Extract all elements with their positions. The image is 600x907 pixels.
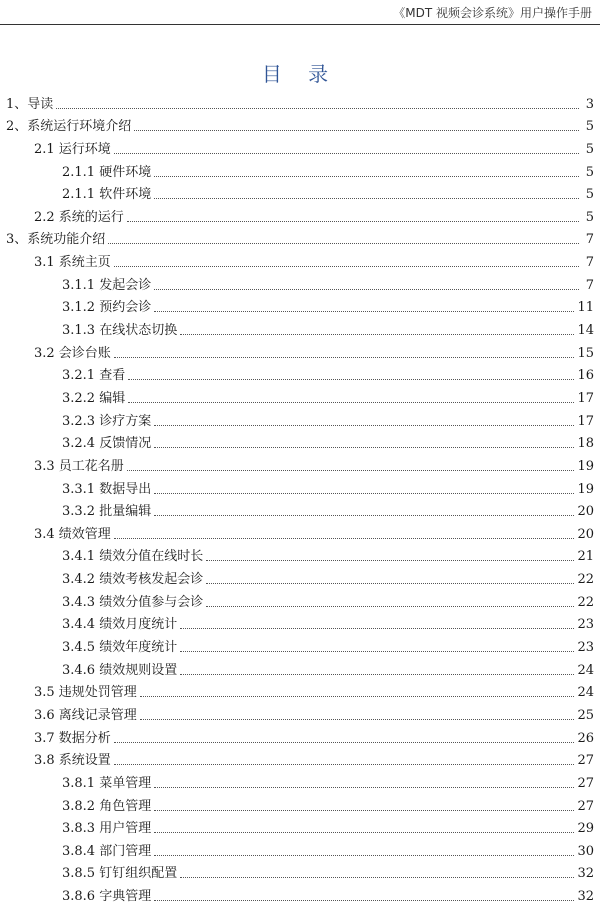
toc-entry[interactable]: [6, 115, 594, 138]
dot-leader: [154, 810, 574, 811]
toc-entry-label: 3.1 系统主页: [34, 255, 111, 271]
toc-entry[interactable]: [6, 545, 594, 568]
dot-leader: [128, 402, 574, 403]
toc-entry-label: 3.8.4 部门管理: [62, 843, 152, 859]
toc-title: 目 录: [261, 62, 339, 86]
dot-leader: [114, 764, 575, 765]
toc-entry-label: 2.2 系统的运行: [34, 209, 124, 225]
toc-entry-label: 3.2.3 诊疗方案: [62, 413, 152, 429]
toc-entry-page: 5: [585, 119, 594, 135]
dot-leader: [180, 334, 574, 335]
dot-leader: [206, 606, 574, 607]
toc-entry-page: 27: [577, 775, 594, 791]
toc-entry-page: 32: [577, 866, 594, 882]
toc-entry[interactable]: [6, 794, 594, 817]
toc-entry-page: 24: [577, 662, 594, 678]
toc-entry-page: 16: [577, 368, 594, 384]
toc-entry-page: 26: [577, 730, 594, 746]
dot-leader: [154, 289, 579, 290]
toc-entry-label: 3.4.3 绩效分值参与会诊: [62, 594, 204, 610]
toc-entry-label: 3.1.3 在线状态切换: [62, 323, 178, 339]
toc-entry[interactable]: [6, 160, 594, 183]
dot-leader: [180, 628, 574, 629]
toc-entry-label: 3.1.2 预约会诊: [62, 300, 152, 316]
toc-entry-label: 1、导读: [6, 96, 54, 112]
dot-leader: [127, 221, 579, 222]
toc-entry-page: 5: [585, 209, 594, 225]
toc-entry-label: 3.2.2 编辑: [62, 390, 126, 406]
toc-entry-page: 17: [577, 390, 594, 406]
dot-leader: [154, 311, 574, 312]
dot-leader: [154, 515, 574, 516]
toc-entry[interactable]: [6, 681, 594, 704]
toc-entry-page: 30: [577, 843, 594, 859]
dot-leader: [180, 674, 574, 675]
dot-leader: [108, 243, 579, 244]
dot-leader: [127, 470, 575, 471]
toc-entry[interactable]: [6, 183, 594, 206]
toc-entry-label: 3.1.1 发起会诊: [62, 277, 152, 293]
dot-leader: [114, 266, 579, 267]
toc-entry-page: 7: [585, 232, 594, 248]
toc-entry-label: 2.1.1 硬件环境: [62, 164, 152, 180]
toc-entry-page: 5: [585, 141, 594, 157]
toc-entry-label: 3.4.2 绩效考核发起会诊: [62, 572, 204, 588]
toc-entry-page: 24: [577, 685, 594, 701]
toc-entry-label: 3、系统功能介绍: [6, 232, 106, 248]
toc-entry[interactable]: [6, 318, 594, 341]
toc-entry-label: 3.3.1 数据导出: [62, 481, 152, 497]
dot-leader: [206, 583, 574, 584]
toc-entry[interactable]: [6, 205, 594, 228]
toc-entry-label: 3.2.1 查看: [62, 368, 126, 384]
toc-entry-page: 7: [585, 255, 594, 271]
toc-entry-page: 23: [577, 640, 594, 656]
toc-entry-page: 32: [577, 889, 594, 905]
running-header: 《MDT 视频会诊系统》用户操作手册: [393, 6, 592, 20]
toc-entry[interactable]: [6, 658, 594, 681]
toc-entry[interactable]: [6, 341, 594, 364]
toc-entry-page: 5: [585, 187, 594, 203]
toc-entry[interactable]: [6, 432, 594, 455]
toc-entry[interactable]: [6, 364, 594, 387]
toc-entry-page: 19: [577, 481, 594, 497]
toc-entry-label: 3.3.2 批量编辑: [62, 504, 152, 520]
dot-leader: [114, 742, 575, 743]
toc-entry-label: 3.6 离线记录管理: [34, 707, 137, 723]
toc-entry-page: 5: [585, 164, 594, 180]
toc-entry-label: 3.4.5 绩效年度统计: [62, 640, 178, 656]
dot-leader: [154, 447, 574, 448]
toc-entry-page: 17: [577, 413, 594, 429]
dot-leader: [180, 877, 574, 878]
dot-leader: [56, 108, 579, 109]
toc-entry-page: 20: [577, 526, 594, 542]
toc-entry-label: 3.8.3 用户管理: [62, 821, 152, 837]
toc-entry[interactable]: [6, 703, 594, 726]
dot-leader: [154, 425, 574, 426]
toc-entry-page: 27: [577, 753, 594, 769]
dot-leader: [128, 379, 574, 380]
toc-entry-label: 3.3 员工花名册: [34, 458, 124, 474]
toc-entry-label: 3.2.4 反馈情况: [62, 436, 152, 452]
toc-entry[interactable]: [6, 817, 594, 840]
dot-leader: [114, 538, 575, 539]
toc-entry[interactable]: [6, 635, 594, 658]
toc-entry-page: 22: [577, 572, 594, 588]
toc-entry-label: 3.4.6 绩效规则设置: [62, 662, 178, 678]
toc-entry-page: 25: [577, 707, 594, 723]
toc-entry[interactable]: [6, 862, 594, 885]
dot-leader: [114, 357, 575, 358]
toc-entry[interactable]: [6, 884, 594, 907]
toc-entry-label: 3.2 会诊台账: [34, 345, 111, 361]
dot-leader: [114, 153, 579, 154]
toc-entry-label: 3.8.6 字典管理: [62, 889, 152, 905]
toc-entry-label: 2、系统运行环境介绍: [6, 119, 132, 135]
toc-entry-label: 3.4.1 绩效分值在线时长: [62, 549, 204, 565]
toc-entry-page: 18: [577, 436, 594, 452]
toc-entry[interactable]: [6, 567, 594, 590]
dot-leader: [140, 719, 575, 720]
table-of-contents: [6, 92, 594, 907]
toc-entry[interactable]: [6, 92, 594, 115]
toc-entry[interactable]: [6, 454, 594, 477]
toc-entry[interactable]: [6, 409, 594, 432]
toc-entry[interactable]: [6, 749, 594, 772]
toc-entry-page: 20: [577, 504, 594, 520]
toc-entry[interactable]: [6, 771, 594, 794]
toc-entry-label: 3.7 数据分析: [34, 730, 111, 746]
toc-entry[interactable]: [6, 613, 594, 636]
toc-entry[interactable]: [6, 590, 594, 613]
dot-leader: [134, 130, 579, 131]
dot-leader: [154, 493, 574, 494]
toc-entry-page: 3: [585, 96, 594, 112]
toc-entry-page: 27: [577, 798, 594, 814]
dot-leader: [206, 560, 574, 561]
toc-entry-label: 3.4.4 绩效月度统计: [62, 617, 178, 633]
toc-entry-label: 3.8.5 钉钉组织配置: [62, 866, 178, 882]
dot-leader: [180, 651, 574, 652]
toc-entry[interactable]: [6, 296, 594, 319]
toc-entry-label: 3.4 绩效管理: [34, 526, 111, 542]
dot-leader: [154, 832, 574, 833]
dot-leader: [154, 855, 574, 856]
toc-entry[interactable]: [6, 522, 594, 545]
toc-entry-page: 22: [577, 594, 594, 610]
toc-entry-page: 15: [577, 345, 594, 361]
toc-entry[interactable]: [6, 273, 594, 296]
toc-entry-label: 2.1.1 软件环境: [62, 187, 152, 203]
dot-leader: [154, 176, 579, 177]
toc-entry-page: 23: [577, 617, 594, 633]
toc-entry[interactable]: [6, 500, 594, 523]
toc-entry-label: 3.5 违规处罚管理: [34, 685, 137, 701]
toc-entry-page: 7: [585, 277, 594, 293]
toc-entry-label: 3.8.1 菜单管理: [62, 775, 152, 791]
toc-entry[interactable]: [6, 250, 594, 273]
toc-entry-label: 2.1 运行环境: [34, 141, 111, 157]
toc-entry-page: 14: [577, 323, 594, 339]
toc-entry[interactable]: [6, 228, 594, 251]
dot-leader: [154, 198, 579, 199]
dot-leader: [154, 900, 574, 901]
toc-entry[interactable]: [6, 386, 594, 409]
toc-entry-page: 29: [577, 821, 594, 837]
toc-entry-page: 11: [577, 300, 594, 316]
toc-entry[interactable]: [6, 137, 594, 160]
toc-entry-page: 19: [577, 458, 594, 474]
toc-entry-label: 3.8 系统设置: [34, 753, 111, 769]
toc-entry-label: 3.8.2 角色管理: [62, 798, 152, 814]
toc-entry[interactable]: [6, 839, 594, 862]
toc-entry[interactable]: [6, 726, 594, 749]
dot-leader: [154, 787, 574, 788]
header-divider: [0, 24, 600, 25]
toc-entry-page: 21: [577, 549, 594, 565]
dot-leader: [140, 696, 575, 697]
toc-entry[interactable]: [6, 477, 594, 500]
